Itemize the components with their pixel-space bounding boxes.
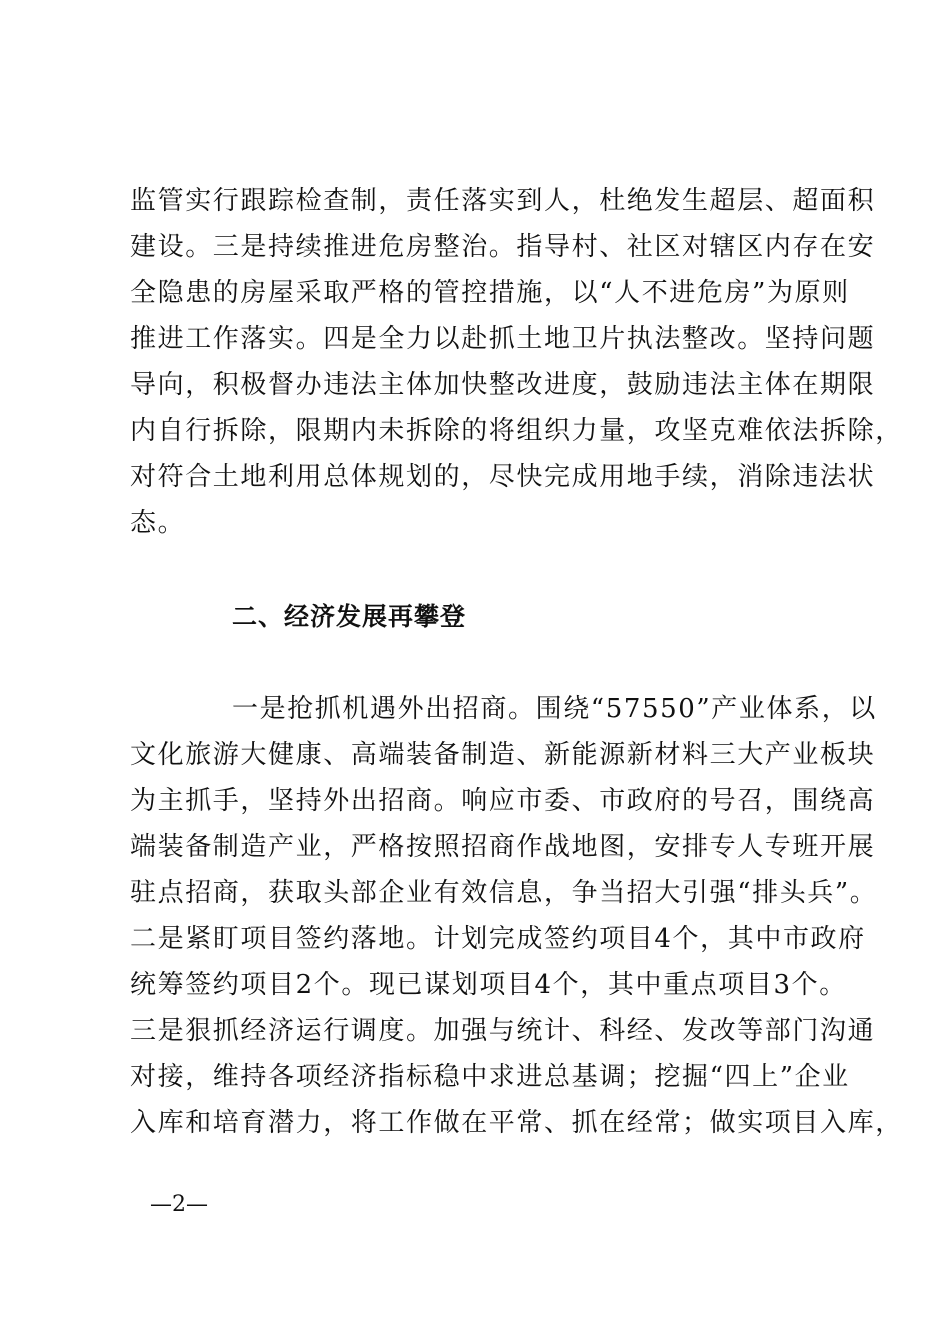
paragraph-line: 内自行拆除，限期内未拆除的将组织力量，攻坚克难依法拆除， <box>130 416 903 446</box>
paragraph-line: 文化旅游大健康、高端装备制造、新能源新材料三大产业板块 <box>130 740 876 770</box>
paragraph-line: 端装备制造产业，严格按照招商作战地图，安排专人专班开展 <box>130 832 876 862</box>
paragraph-line: 对接，维持各项经济指标稳中求进总基调；挖掘“四上”企业 <box>130 1062 850 1092</box>
paragraph-line: 态。 <box>130 508 186 538</box>
paragraph-line: 为主抓手，坚持外出招商。响应市委、市政府的号召，围绕高 <box>130 786 876 816</box>
paragraph-line: 三是狠抓经济运行调度。加强与统计、科经、发改等部门沟通 <box>130 1016 876 1046</box>
paragraph-line: 监管实行跟踪检查制，责任落实到人，杜绝发生超层、超面积 <box>130 186 876 216</box>
paragraph-line: 建设。三是持续推进危房整治。指导村、社区对辖区内存在安 <box>130 232 876 262</box>
paragraph-line: 二是紧盯项目签约落地。计划完成签约项目4个，其中市政府 <box>130 924 866 954</box>
paragraph-line: 入库和培育潜力，将工作做在平常、抓在经常；做实项目入库， <box>130 1108 903 1138</box>
paragraph-line: 全隐患的房屋采取严格的管控措施，以“人不进危房”为原则 <box>130 278 850 308</box>
page-number: —2— <box>150 1192 208 1217</box>
paragraph-line: 驻点招商，获取头部企业有效信息，争当招大引强“排头兵”。 <box>130 878 878 908</box>
paragraph-line: 导向，积极督办违法主体加快整改进度，鼓励违法主体在期限 <box>130 370 876 400</box>
paragraph-line: 对符合土地利用总体规划的，尽快完成用地手续，消除违法状 <box>130 462 876 492</box>
paragraph-line: 推进工作落实。四是全力以赴抓土地卫片执法整改。坚持问题 <box>130 324 876 354</box>
section-heading: 二、经济发展再攀登 <box>232 602 467 631</box>
paragraph-line: 统筹签约项目2个。现已谋划项目4个，其中重点项目3个。 <box>130 970 847 1000</box>
paragraph-line: 一是抢抓机遇外出招商。围绕“57550”产业体系，以 <box>232 694 877 724</box>
